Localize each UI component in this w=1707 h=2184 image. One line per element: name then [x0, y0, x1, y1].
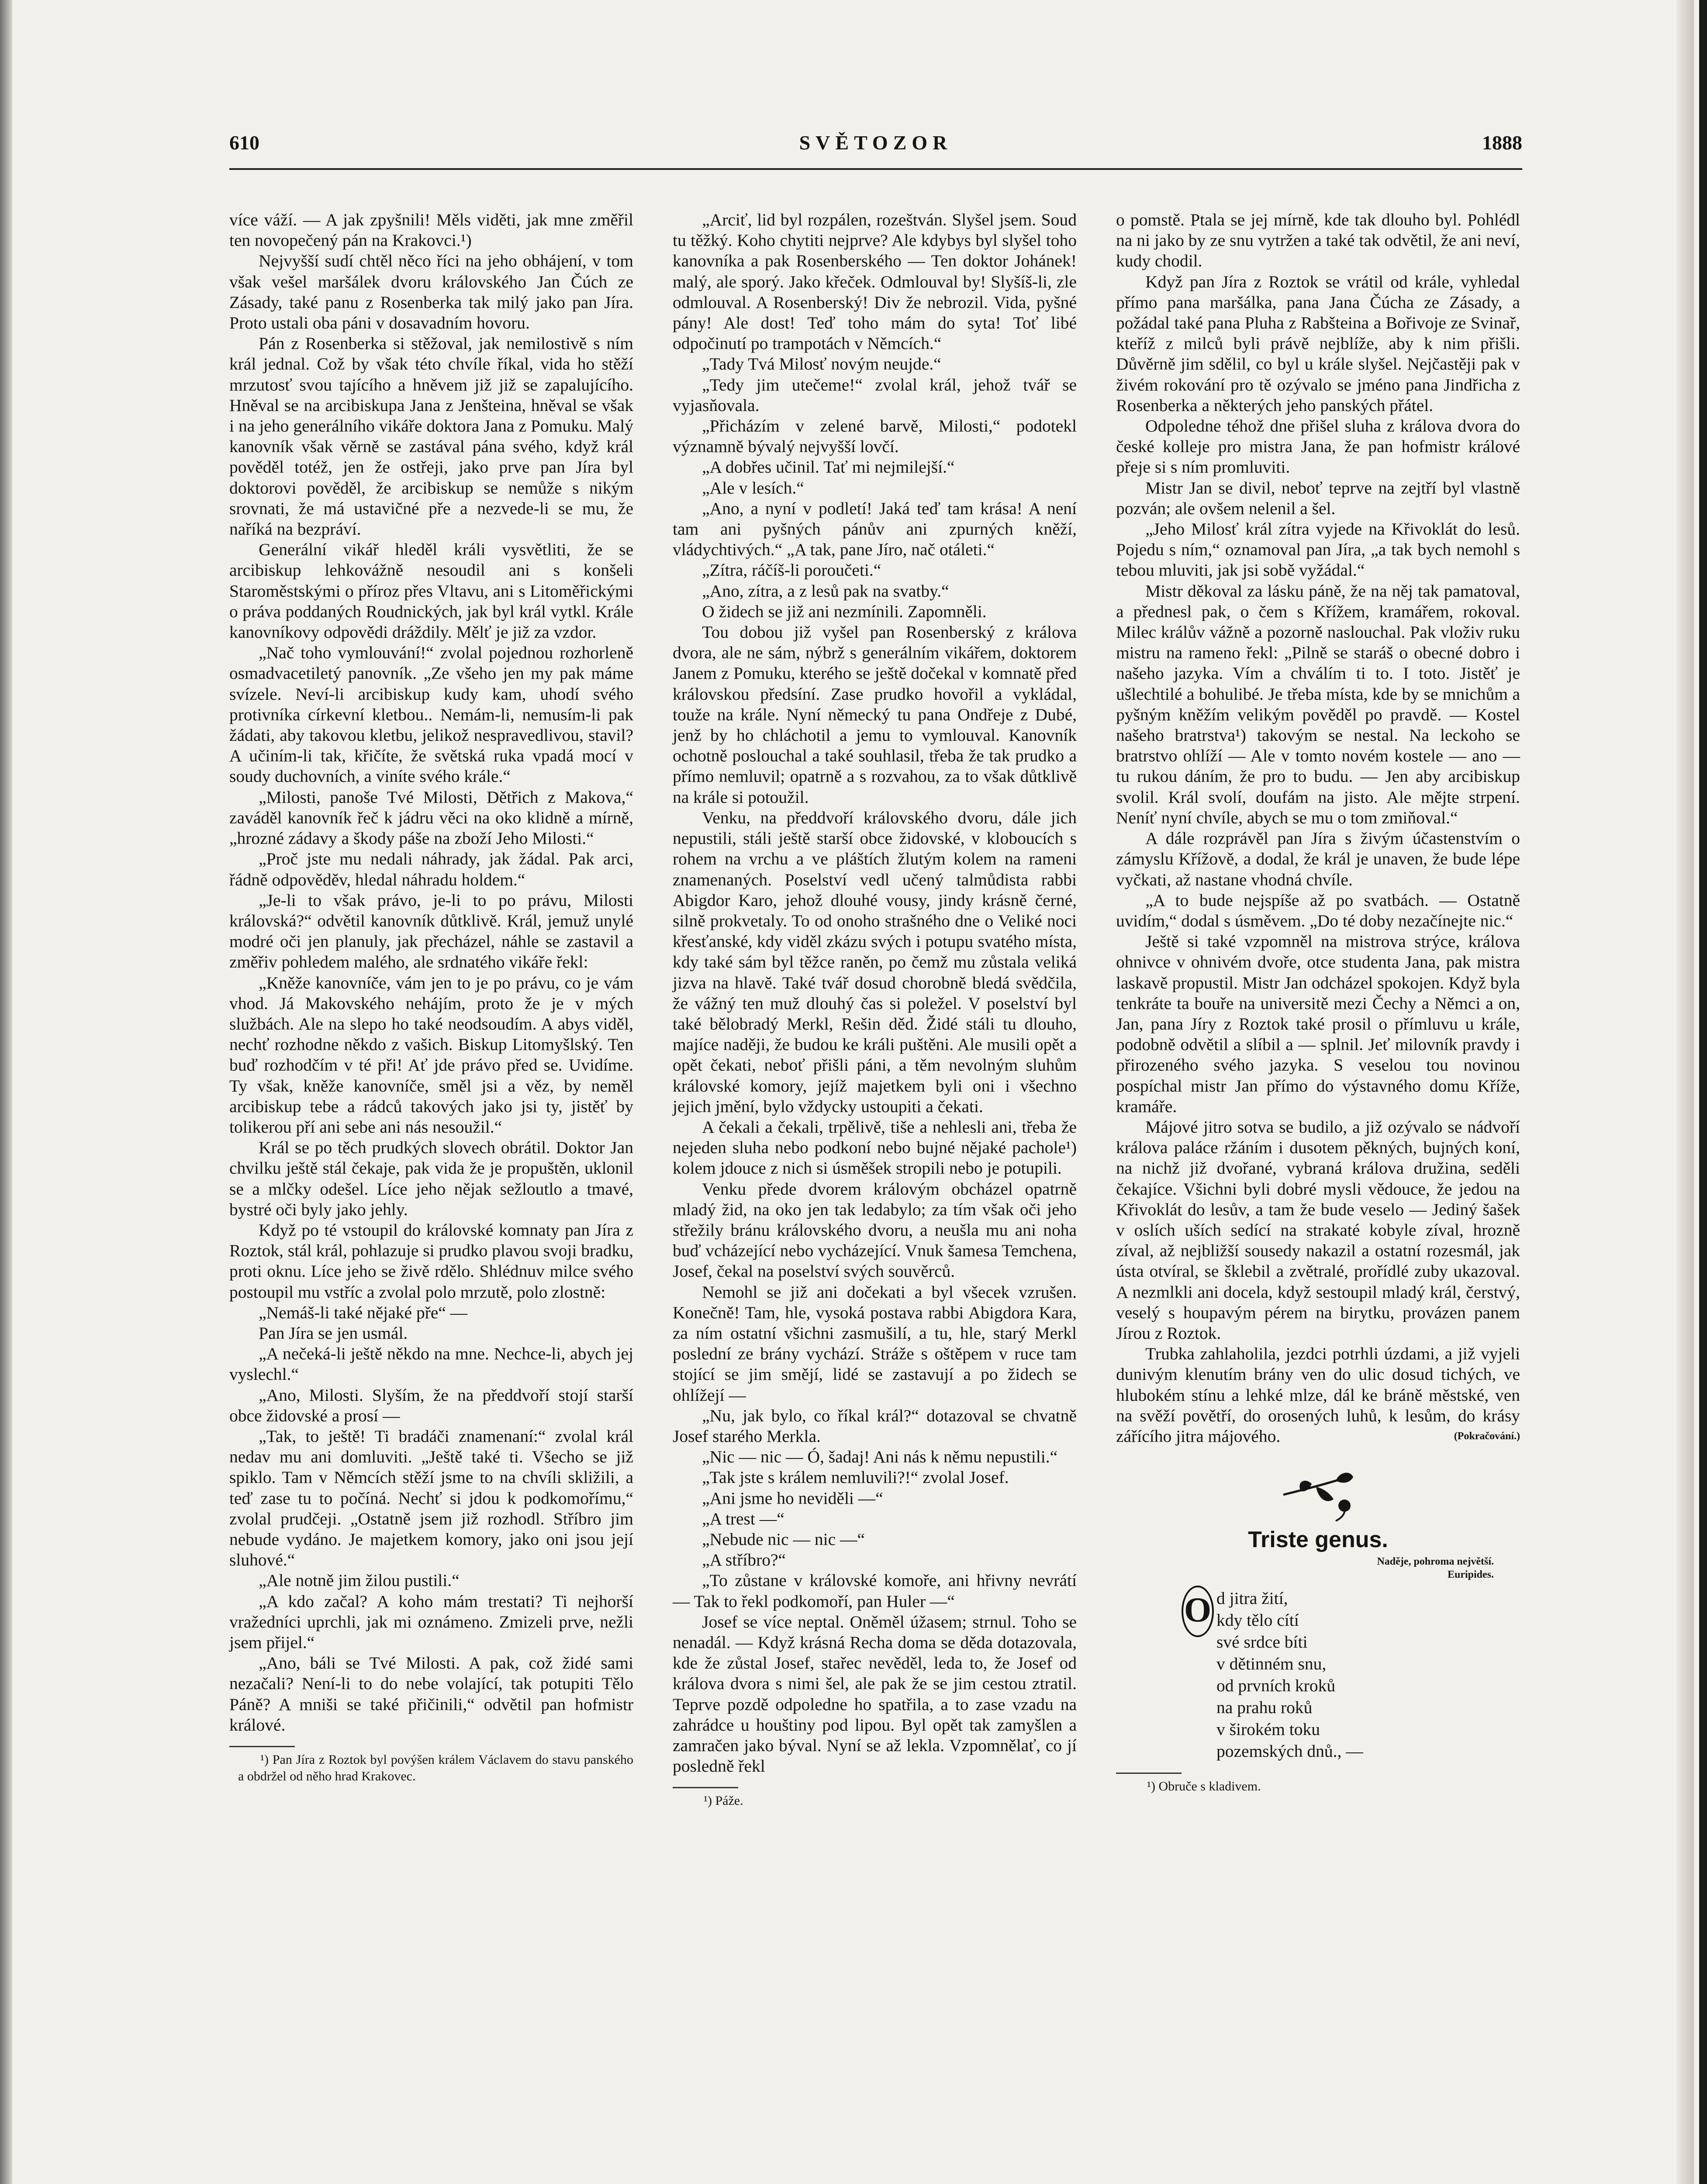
paragraph: Když po té vstoupil do královské komnaty pan Jíra z Roztok, stál král, pohlazuje si prudko plavou svoji bradku, proti oknu. Líce jeho se živě rdělo. Shlédnuv milce svého postoupil mu vstříc a zvolal polo mrzutě, polo zlostně:: [229, 1220, 633, 1302]
paragraph: Venku přede dvorem královým obcházel opatrně mladý žid, na oko jen tak ledabylo; za tím však oči jeho střežily bránu královského dvoru, a neušla mu ani noha buď vcházející nebo vycházející. Vnuk šamesa Temchena, Josef, čekal na poselství svých souvěrců.: [673, 1179, 1077, 1281]
paragraph: Generální vikář hleděl králi vysvětliti, že se arcibiskup lehkovážně nesoudil ani s konšeli Staroměstskými o příroz přes Vltavu, ani s Litoměřickými o práva poddaných Roudnických, jak byl král vytkl. Krále kanovníkovy odpovědi dráždily. Mělť je již za vzdor.: [229, 540, 633, 642]
paragraph: „Nu, jak bylo, co říkal král?“ dotazoval se chvatně Josef starého Merkla.: [673, 1406, 1077, 1446]
epigraph-text: Naděje, pohroma největší.: [1377, 1555, 1494, 1567]
paragraph: o pomstě. Ptala se jej mírně, kde tak dlouho byl. Pohlédl na ni jako by ze snu vytržen a také tak odvětil, že ani neví, kudy chodil.: [1116, 210, 1520, 271]
paragraph: „Nebude nic — nic —“: [702, 1530, 865, 1549]
footnote-rule: [1116, 1773, 1182, 1774]
paragraph: „Je-li to však právo, je-li to po právu, Milosti královská?“ odvětil kanovník důtklivě. Král, jemuž unylé modré oči jen planuly, jak přecházel, náhle se zastavil a změřiv pohledem malého, ale srdnatého vikáře řekl:: [229, 890, 633, 972]
poem-line: v širokém toku: [1216, 1719, 1320, 1739]
paragraph: „Tady Tvá Milosť novým neujde.“: [702, 354, 941, 374]
paragraph: „Jeho Milosť král zítra vyjede na Křivoklát do lesů. Pojedu s ním,“ oznamoval pan Jíra, „a tak bych nemohl s tebou mluviti, jak jsi sobě vyžádal.“: [1116, 519, 1520, 580]
footnote: ¹) Páže.: [704, 1794, 743, 1808]
paragraph: „Ano, a nyní v podletí! Jaká teď tam krása! A není tam ani pyšných pánův ani zpurných kněží, vládychtivých.“ „A tak, pane Jíro, nač otáleti.“: [673, 498, 1077, 560]
floral-ornament-icon: [1275, 1464, 1362, 1525]
footnote: ¹) Pan Jíra z Roztok byl povýšen králem Václavem do stavu panského a obdržel od něho hrad Krakovec.: [238, 1752, 633, 1784]
paragraph: Nemohl se již ani dočekati a byl všecek vzrušen. Konečně! Tam, hle, vysoká postava rabbi Abigdora Kara, za ním ostatní všichni zasmušilí, a tu, hle, starý Merkl poslední ze brány vychází. Stráže s oštěpem v ruce tam stojící se jim smějí, lidé se zastavují a po židech se ohlížejí —: [673, 1282, 1077, 1405]
paragraph: A čekali a čekali, trpělivě, tiše a nehlesli ani, třeba že nejeden sluha nebo podkoní nebo bujné nějaké pachole¹) kolem jdouce z nich si úsměšek stropili nebo je potupili.: [673, 1117, 1077, 1178]
paragraph: Josef se více neptal. Oněměl úžasem; strnul. Toho se nenadál. — Když krásná Recha doma se děda dotazovala, kde že zůstal Josef, stařec nevěděl, leda to, že Josef od králova dvora s nimi šel, ale pak že se jim cestou ztratil. Teprve pozdě odpoledne ho spatřila, a to zase vzadu na zahrádce u houštiny pod lipou. Byl opět tak zamyšlen a zamračen jako býval. Nyní se až lekla. Vzpomnělať, co jí posledně řekl: [673, 1612, 1077, 1776]
paragraph: „Tak, to ještě! Ti bradáči znamenaní:“ zvolal král nedav mu ani domluviti. „Ještě také ti. Všecho se již spiklo. Tam v Němcích stěží jsme to na chvíli skližili, a teď zase tu to počíná. Nechť si jdou k podkomořímu,“ zvolal prudčeji. „Ostatně jsem již rozhodl. Stříbro jim nebude vydáno. Je majetkem komory, jako oni jsou její sluhové.“: [229, 1426, 633, 1570]
paragraph: Ještě si také vzpomněl na mistrova strýce, králova ohnivce v ohnivém dvoře, otce studenta Jana, pak mistra laskavě propustil. Mistr Jan odcházel spokojen. Když byla tenkráte ta bouře na universitě mezi Čechy a Němci a on, Jan, pana Jíry z Roztok také prosil o přímluvu u krále, podobně odvětil a slíbil a — splnil. Jeť milovník pravdy i přirozeného svého jazyka. S veselou tou novinou pospíchal mistr Jan přímo do výstavného domu Kříže, kramáře.: [1116, 932, 1520, 1116]
paragraph: Tou dobou již vyšel pan Rosenberský z králova dvora, ale ne sám, nýbrž s generálním vikářem, doktorem Janem z Pomuku, kterého se ještě dočekal v komnatě před královskou předsíní. Zase prudko hovořil a vykládal, touže na krále. Nyní německý tu pana Ondřeje z Dubé, jenž by ho chláchotil a jemu to vymlouval. Kanovník ochotně poslouchal a také souhlasil, třeba že tak prudko a přímo nemluvil; opatrně a s rozvahou, za to však důtklivě na krále si potoužil.: [673, 622, 1077, 807]
column-3: [1116, 210, 1520, 1795]
poem-line: pozemských dnů., —: [1216, 1741, 1363, 1761]
paragraph: Mistr Jan se divil, neboť teprve na zejtří byl vlastně pozván; ale ovšem nelenil a šel.: [1116, 478, 1520, 518]
column-2: [673, 210, 1077, 1809]
paragraph: „Nic — nic — Ó, šadaj! Ani nás k němu nepustili.“: [702, 1447, 1058, 1467]
paragraph: „Ano, Milosti. Slyším, že na předdvoří stojí starší obce židovské a prosí —: [229, 1385, 633, 1425]
journal-title: SVĚTOZOR: [799, 131, 953, 154]
poem-line: na prahu roků: [1216, 1697, 1313, 1717]
page-number: 610: [229, 131, 259, 154]
poem-line: v dětinném snu,: [1216, 1654, 1327, 1673]
paragraph: „Nač toho vymlouvání!“ zvolal pojednou rozhorleně osmadvacetiletý panovník. „Ze všeho jen my pak máme svízele. Neví-li arcibiskup kudy kam, uhodí svého protivníka církevní kletbou.. Nemám-li, nemusím-li pak žádati, aby takovou kletbu, jelikož nespravedlivou, stavil? A učiním-li tak, křičíte, že světská ruka vpadá mocí v soudy duchovních, a viníte svého krále.“: [229, 643, 633, 786]
paragraph: „Ale v lesích.“: [702, 478, 804, 498]
paragraph: „Proč jste mu nedali náhrady, jak žádal. Pak arci, řádně odpověděv, hledal náhradu holdem.“: [229, 849, 633, 889]
drop-cap: O: [1182, 1586, 1214, 1637]
poem-line: d jitra žití,: [1216, 1588, 1288, 1608]
paragraph: „A stříbro?“: [702, 1550, 786, 1570]
footnote-rule: [229, 1746, 295, 1747]
paragraph: „Ano, báli se Tvé Milosti. A pak, což židé sami nezačali? Není-li to do nebe volající, tak potupiti Tělo Páně? A mniši se také přičinili,“ odvětil pan hofmistr králové.: [229, 1653, 633, 1735]
paragraph: „A dobřes učinil. Tať mi nejmilejší.“: [702, 457, 955, 477]
paragraph: „Arciť, lid byl rozpálen, rozeštván. Slyšel jsem. Soud tu těžký. Koho chytiti nejprve? Ale kdybys byl slyšel toho kanovníka a pak Rosenberského — Ten doktor Johánek! malý, ale sporý. Jako křeček. Odmlouval by! Slyšíš-li, zle odmlouval. A Rosenberský! Div že nebrozil. Vida, pyšné pány! Ale dost! Teď toho mám do syta! Toť libé odpočinutí po trampotách v Němcích.“: [673, 210, 1077, 353]
paragraph: Mistr děkoval za lásku páně, že na něj tak pamatoval, a přednesl pak, o čem s Křížem, kramářem, rokoval. Milec králův vážně a pozorně naslouchal. Pak vloživ ruku mistru na rameno řekl: „Pilně se staráš o obecné dobro i našeho jazyka. Vím a chválím ti to. I toto. Jistěť je ušlechtilé a bohulibé. Je třeba místa, kde by se mnichům a pyšným kněžím velikým pověděl po pravdě. — Kostel našeho bratrstva¹) takovým se nestal. Na leckoho se bratrstvo ohlíží — Ale v tomto novém kostele — ano — tu rukou dáním, že pro to budu. — Jen aby arcibiskup svolil. Král svolí, doufám na jisto. Ale mějte strpení. Neníť nyní chvíle, abych se mu o tom zmiňoval.“: [1116, 581, 1520, 827]
paragraph: Venku, na předdvoří královského dvoru, dále jich nepustili, stáli ještě starší obce židovské, v kloboucích s rohem na vrchu a ve pláštích žlutým kolem na rameni znamenaných. Poselství vedl učený talmůdista rabbi Abigdor Karo, jehož dlouhé vousy, jindy krásně černé, silně prokvetaly. To od onoho strašného dne o Veliké noci křesťanské, kdy viděl zkázu svých i potupu svatého místa, kdy také sám byl těžce raněn, po čemž mu zůstala veliká jizva na hlavě. Také tvář dosud chorobně bledá svědčila, že vážný ten muž dlouhý čas si poležel. V poselství byl také bělobradý Merkl, Rešin děd. Židé stáli tu dlouho, majíce naději, že budou ke králi puštěni. Ale musili opět a opět čekati, neboť přišli páni, a těm nevolným sluhům královské komory, jejíž majetkem byli oni i všechno jejich jmění, bylo vždycky ustoupiti a čekati.: [673, 808, 1077, 1116]
paragraph: Pán z Rosenberka si stěžoval, jak nemilostivě s ním král jednal. Což by však této chvíle říkal, vida ho stěží mrzutosť svou tajícího a hněvem již již se zapalujícího. Hněval se na arcibiskupa Jana z Jenšteina, hněval se však i na jeho generálního vikáře doktora Jana z Pomuku. Malý kanovník však věrně se zastával pána svého, když král pověděl totéž, jen že ostřeji, jako prve pan Jíra byl doktorovi pověděl, že arcibiskup se nemůže s nikým srovnati, že má ustavičné pře a nezvede-li se mu, že naříká na bezpráví.: [229, 334, 633, 539]
footnote: ¹) Obruče s kladivem.: [1147, 1779, 1261, 1794]
paragraph: „Nemáš-li také nějaké pře“ —: [259, 1303, 468, 1322]
paragraph: „A to bude nejspíše až po svatbách. — Ostatně uvidím,“ dodal s úsměvem. „Do té doby nezačínejte nic.“: [1116, 890, 1520, 930]
paragraph: O židech se již ani nezmínili. Zapomněli.: [702, 601, 987, 621]
paragraph: „A nečeká-li ještě někdo na mne. Nechce-li, abych jej vyslechl.“: [229, 1344, 633, 1384]
poem: [1116, 1587, 1520, 1762]
page-edge-right: [1699, 0, 1707, 2184]
poem-line: své srdce bíti: [1216, 1632, 1308, 1652]
paragraph: Pan Jíra se jen usmál.: [259, 1323, 408, 1343]
paragraph: více váží. — A jak zpyšnili! Měls viděti, jak mne změřil ten novopečený pán na Krakovci.¹): [229, 210, 633, 250]
paragraph: „A trest —“: [702, 1509, 784, 1528]
paragraph: „To zůstane v královské komoře, ani hřivny nevrátí — Tak to řekl podkomoří, pan Huler —“: [673, 1571, 1077, 1611]
paragraph: „Přicházím v zelené barvě, Milosti,“ podotekl významně bývalý nejvyšší lovčí.: [673, 416, 1077, 456]
paragraph: Nejvyšší sudí chtěl něco říci na jeho obhájení, v tom však vešel maršálek dvoru královského Jan Čúch ze Zásady, také panu z Rosenberka tak milý jako pan Jíra. Proto ustali oba páni v dosavadním hovoru.: [229, 251, 633, 333]
page-edge-left: [0, 0, 12, 2184]
column-1: [229, 210, 633, 1785]
page-header: [229, 131, 1522, 157]
poem-line: kdy tělo cítí: [1216, 1610, 1299, 1630]
paragraph: Májové jitro sotva se budilo, a již ozývalo se nádvoří králova paláce ržáním i dusotem pěkných, bujných koní, na nichž již dvořané, vybraná králova družina, seděli čekajíce. Všichni byli dobré mysli vědouce, že jedou na Křivoklát do lesův, a tam že bude veselo — Jediný šašek v oslích uších sedící na strakaté kobyle zíval, hrozně zíval, až nejbližší sousedy nakazil a ostatní rozesmál, jak ústa otvíral, se šklebil a zvětralé, prořídlé zuby ukazoval. A nezmlkli ani docela, když sestoupil mladý král, čerstvý, veselý s houpavým pérem na birytku, provázen panem Jírou z Roztok.: [1116, 1117, 1520, 1343]
paragraph: „Ale notně jim žilou pustili.“: [259, 1571, 460, 1590]
poem-epigraph: [1116, 1555, 1520, 1581]
paragraph: „Ano, zítra, a z lesů pak na svatby.“: [702, 581, 949, 601]
poem-title: Triste genus.: [1248, 1527, 1388, 1553]
paragraph: „Zítra, ráčíš-li poroučeti.“: [702, 560, 881, 580]
paragraph: Když pan Jíra z Roztok se vrátil od krále, vyhledal přímo pana maršálka, pana Jana Čúcha ze Zásady, a požádal také pana Pluha z Rabšteina a Bořivoje ze Svinař, kteříž z milců byli právě nejblíže, aby k nim přišli. Důvěrně jim sdělil, co byl u krále slyšel. Nejčastěji pak v živém rokování pro tě ozývalo se jméno pana Jindřicha z Rosenberka a některých jeho panských přátel.: [1116, 272, 1520, 415]
page-fold-shadow: [1676, 0, 1694, 2184]
paragraph: Odpoledne téhož dne přišel sluha z králova dvora do české kolleje pro mistra Jana, že pan hofmistr králové přeje si s ním promluviti.: [1116, 416, 1520, 477]
paragraph: „Milosti, panoše Tvé Milosti, Dětřich z Makova,“ zaváděl kanovník řeč k jádru věci na oko klidně a mírně, „hrozné zádavy a škody páše na zboží Jeho Milosti.“: [229, 787, 633, 848]
paragraph: „Tedy jim utečeme!“ zvolal král, jehož tvář se vyjasňovala.: [673, 375, 1077, 415]
paragraph: Trubka zahlaholila, jezdci potrhli úzdami, a již vyjeli dunivým klenutím brány ven do ulic dosud tichých, ve hlubokém stínu a lehké mlze, dál ke bráně městské, ven na svěží povětří, do orosených luhů, k lesům, do krásy zářícího jitra májového.: [1116, 1344, 1520, 1446]
paragraph: A dále rozprávěl pan Jíra s živým účastenstvím o zámyslu Křížově, a dodal, že král je unaven, že bude lépe vyčkati, až nastane vhodná chvíle.: [1116, 829, 1520, 889]
paragraph: Král se po těch prudkých slovech obrátil. Doktor Jan chvilku ještě stál čekaje, pak vida že je propuštěn, uklonil se a mlčky odešel. Líce jeho nějak sežloutlo a tmavé, bystré oči byly jako jehly.: [229, 1138, 633, 1219]
year: 1888: [1482, 131, 1522, 154]
paragraph: „A kdo začal? A koho mám trestati? Ti nejhorší vražedníci uprchli, jak mi oznámeno. Zmizeli prve, nežli jsem přijel.“: [229, 1591, 633, 1652]
poem-line: od prvních kroků: [1216, 1676, 1336, 1695]
epigraph-author: Euripides.: [1447, 1569, 1494, 1580]
paragraph: „Kněže kanovníče, vám jen to je po právu, co je vám vhod. Já Makovského nehájím, proto že je v mých službách. Ale na slepo ho také neodsoudím. A abys viděl, nechť rozhodne někdo z vašich. Biskup Litomyšlský. Ten buď rozhodčím v té při! Ať jde právo před se. Uvidíme. Ty však, kněže kanovníče, směl jsi a věz, by neměl arcibiskup tebe a rádců takových jako jsi ty, jistěť by tolikerou pří ani sebe ani nás nesoužil.“: [229, 973, 633, 1137]
continued-note: (Pokračování.): [1454, 1431, 1520, 1442]
footnote-rule: [673, 1787, 738, 1788]
header-rule: [229, 168, 1522, 170]
paragraph: „Tak jste s králem nemluvili?!“ zvolal Josef.: [702, 1468, 1009, 1487]
paragraph: „Ani jsme ho neviděli —“: [702, 1488, 883, 1508]
